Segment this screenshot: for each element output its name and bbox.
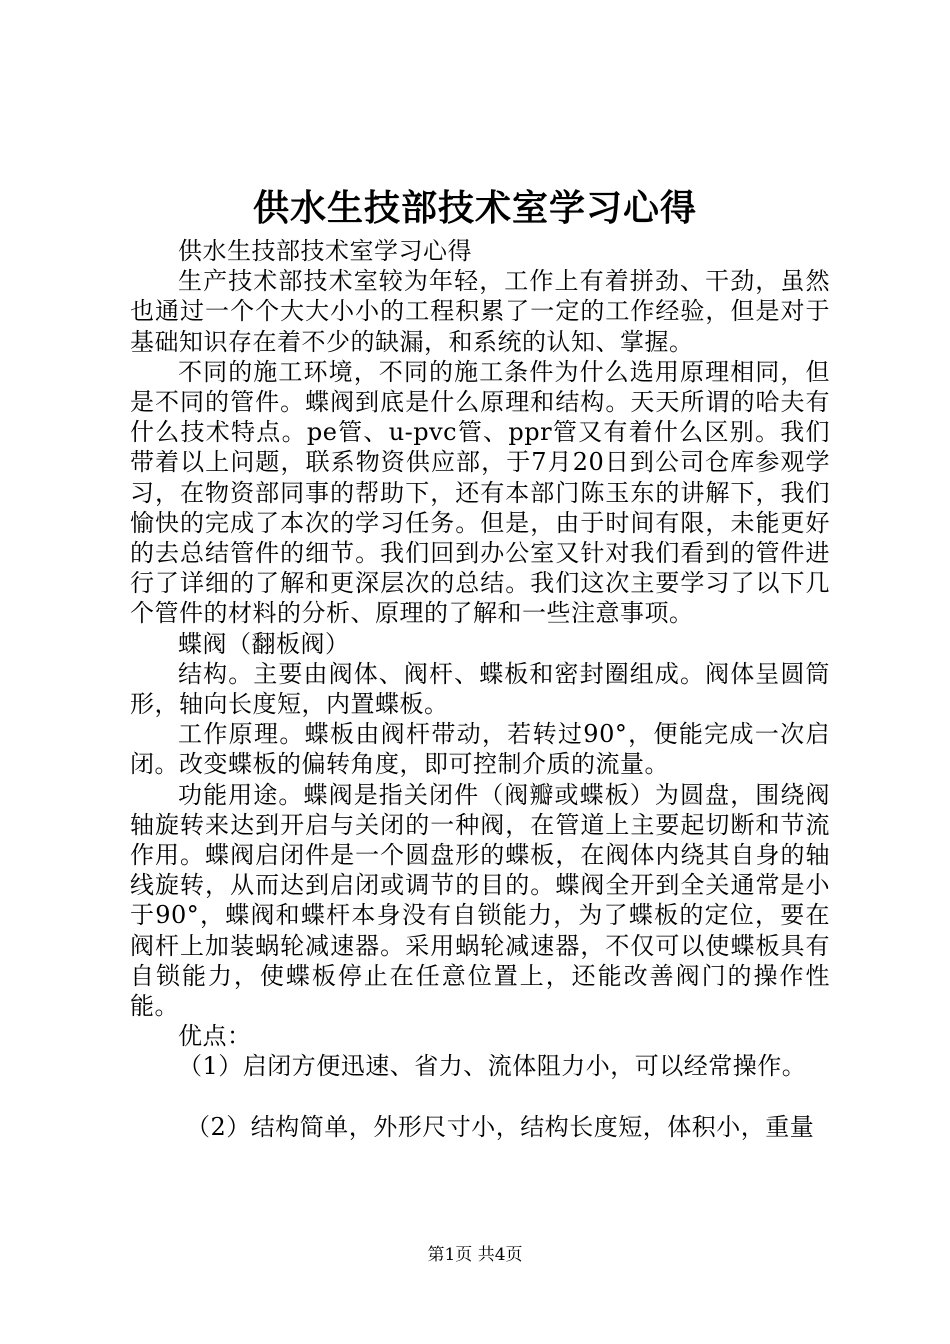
list-item-advantage-1: （1）启闭方便迅速、省力、流体阻力小，可以经常操作。	[178, 1052, 807, 1081]
paragraph-advantages-heading: 优点：	[178, 1022, 252, 1051]
paragraph-intro: 生产技术部技术室较为年轻，工作上有着拼劲、干劲，虽然也通过一个个大大小小的工程积累了一定的工作经验，但是对于基础知识存在着不少的缺漏，和系统的认知、掌握。	[130, 267, 830, 356]
document-body	[130, 236, 830, 1142]
paragraph-structure: 结构。主要由阀体、阀杆、蝶板和密封圈组成。阀体呈圆筒形，轴向长度短，内置蝶板。	[130, 659, 830, 719]
section-heading-butterfly-valve: 蝶阀（翻板阀）	[178, 629, 350, 658]
document-title: 供水生技部技术室学习心得	[252, 187, 697, 229]
paragraph-working-principle: 工作原理。蝶板由阀杆带动，若转过90°，便能完成一次启闭。改变蝶板的偏转角度，即可控制介质的流量。	[130, 720, 830, 779]
paragraph-function: 功能用途。蝶阀是指关闭件（阀瓣或蝶板）为圆盘，围绕阀轴旋转来达到开启与关闭的一种阀，在管道上主要起切断和节流作用。蝶阀启闭件是一个圆盘形的蝶板，在阀体内绕其自身的轴线旋转，从而达到启闭或调节的目的。蝶阀全开到全关通常是小于90°，蝶阀和蝶杆本身没有自锁能力，为了蝶板的定位，要在阀杆上加装蜗轮减速器。采用蜗轮减速器，不仅可以使蝶板具有自锁能力，使蝶板停止在任意位置上，还能改善阀门的操作性能。	[130, 780, 830, 1021]
page-footer: 第1页 共4页	[427, 1245, 523, 1265]
paragraph-background: 不同的施工环境，不同的施工条件为什么选用原理相同，但是不同的管件。蝶阀到底是什么原理和结构。天天所谓的哈夫有什么技术特点。pe管、u-pvc管、ppr管又有着什么区别。我们带着以上问题，联系物资供应部，于7月20日到公司仓库参观学习，在物资部同事的帮助下，还有本部门陈玉东的讲解下，我们愉快的完成了本次的学习任务。但是，由于时间有限，未能更好的去总结管件的细节。我们回到办公室又针对我们看到的管件进行了详细的了解和更深层次的总结。我们这次主要学习了以下几个管件的材料的分析、原理的了解和一些注意事项。	[130, 357, 830, 628]
paragraph-subtitle: 供水生技部技术室学习心得	[178, 237, 472, 265]
list-item-advantage-2: （2）结构简单，外形尺寸小，结构长度短，体积小，重量	[186, 1112, 815, 1141]
